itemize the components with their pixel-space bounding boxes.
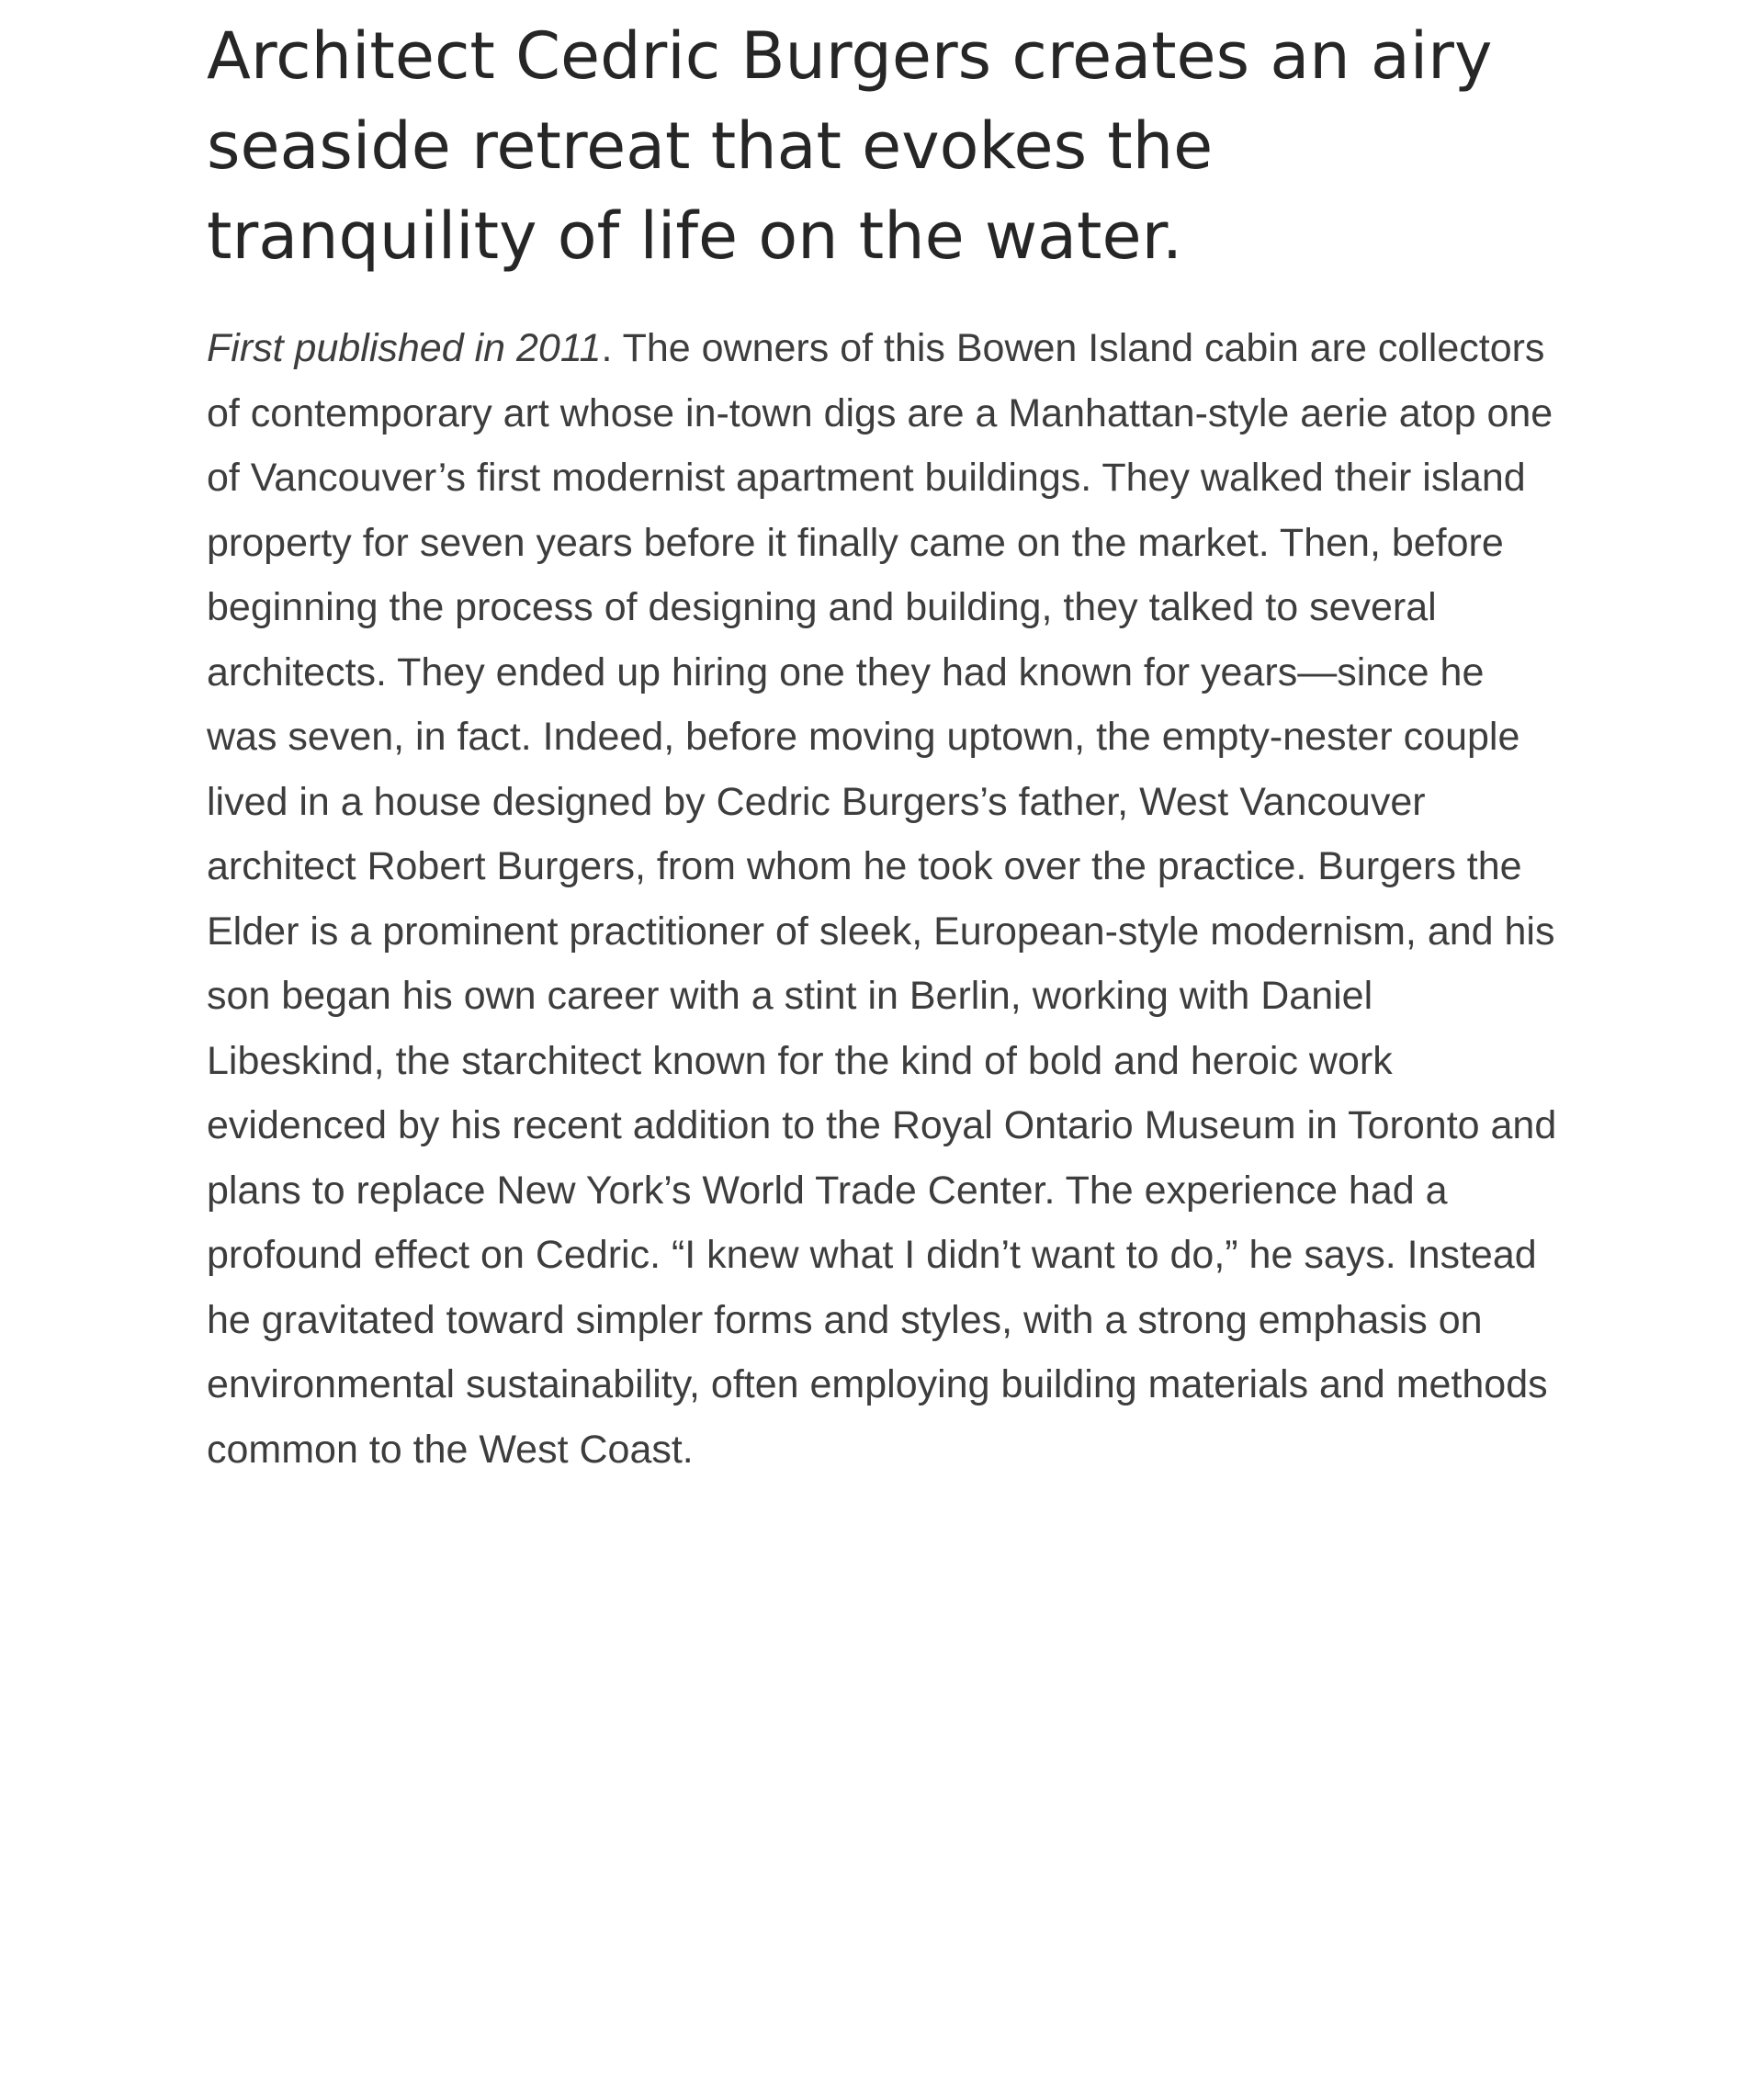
article-body	[207, 316, 1557, 1482]
article-headline: Architect Cedric Burgers creates an airy seaside retreat that evokes the tranquility of life on the water.	[207, 18, 1493, 274]
article-body-text: . The owners of this Bowen Island cabin are collectors of contemporary art whose in-town digs are a Manhattan-style aerie atop one of Vancouver’s first modernist apartment buildings. They walked their island property for seven years before it finally came on the market. Then, before beginning the process of designing and building, they talked to several architects. They ended up hiring one they had known for years—since he was seven, in fact. Indeed, before moving uptown, the empty-nester couple lived in a house designed by Cedric Burgers’s father, West Vancouver architect Robert Burgers, from whom he took over the practice. Burgers the Elder is a prominent practitioner of sleek, European-style modernism, and his son began his own career with a stint in Berlin, working with Daniel Libeskind, the starchitect known for the kind of bold and heroic work evidenced by his recent addition to the Royal Ontario Museum in Toronto and plans to replace New York’s World Trade Center. The experience had a profound effect on Cedric. “I knew what I didn’t want to do,” he says. Instead he gravitated toward simpler forms and styles, with a strong emphasis on environmental sustainability, often employing building materials and methods common to the West Coast.	[207, 326, 1557, 1472]
article	[207, 0, 1557, 1482]
publication-note: First published in 2011	[207, 326, 602, 370]
